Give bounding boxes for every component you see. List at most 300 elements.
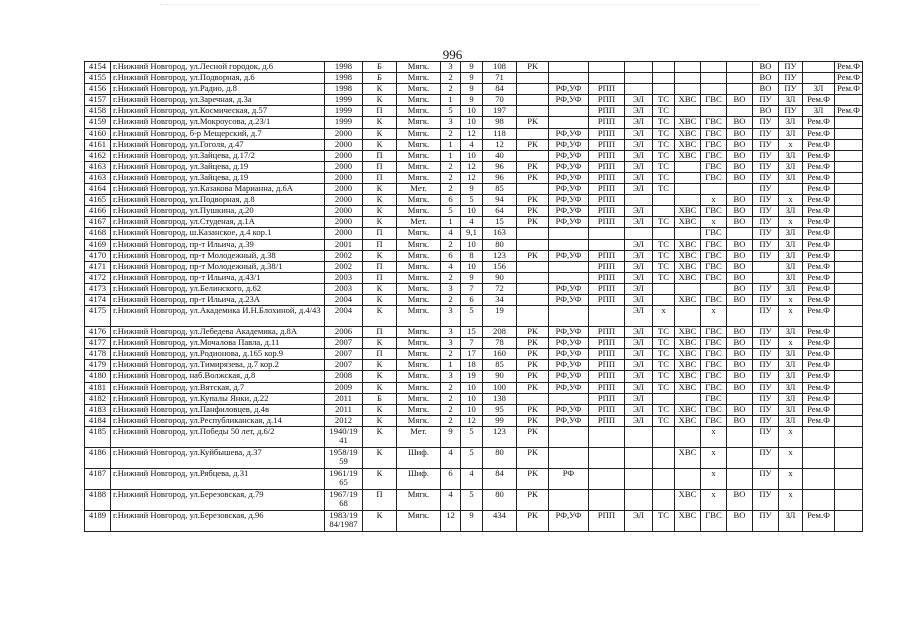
table-cell: ГВС	[701, 349, 727, 360]
table-cell: 2	[441, 84, 461, 95]
table-row	[85, 150, 863, 161]
table-row	[85, 73, 863, 84]
table-cell	[753, 272, 779, 283]
table-cell: Мягк.	[397, 415, 441, 426]
table-cell: 4	[461, 217, 483, 228]
table-cell: 10	[461, 239, 483, 250]
table-cell: ВО	[727, 382, 753, 393]
table-cell: РФ,УФ	[549, 510, 589, 531]
table-cell: К	[363, 510, 397, 531]
table-cell: х	[701, 217, 727, 228]
table-cell	[835, 360, 863, 371]
table-cell: РФ,УФ	[549, 371, 589, 382]
row-number-cell: 4180	[85, 371, 111, 382]
table-cell: 2007	[325, 349, 363, 360]
table-cell	[835, 195, 863, 206]
table-cell: ГВС	[701, 382, 727, 393]
table-cell: 94	[483, 195, 517, 206]
address-cell: г.Нижний Новгород, пр-т Ильича, д.23А	[111, 294, 325, 305]
table-cell	[835, 404, 863, 415]
table-row	[85, 62, 863, 73]
table-cell: 5	[461, 426, 483, 447]
table-cell: ВО	[727, 239, 753, 250]
table-cell: Мягк.	[397, 239, 441, 250]
address-cell: г.Нижний Новгород, ул.Рябцева, д.31	[111, 468, 325, 489]
table-cell	[675, 62, 701, 73]
table-cell: К	[363, 250, 397, 261]
table-cell: 72	[483, 283, 517, 294]
row-number-cell: 4159	[85, 117, 111, 128]
table-cell: ТС	[653, 349, 675, 360]
table-cell: ПУ	[753, 371, 779, 382]
table-cell: Рем.Ф	[803, 338, 835, 349]
table-cell	[549, 117, 589, 128]
table-cell: Рем.Ф	[803, 327, 835, 338]
table-cell	[835, 327, 863, 338]
table-cell: К	[363, 404, 397, 415]
table-cell	[625, 228, 653, 239]
table-cell: РК	[517, 382, 549, 393]
table-cell: РК	[517, 139, 549, 150]
table-cell: 9	[461, 510, 483, 531]
table-cell: ЗЛ	[779, 95, 803, 106]
address-cell: г.Нижний Новгород, ул.Пушкина, д.20	[111, 206, 325, 217]
table-cell: Рем.Ф	[803, 360, 835, 371]
table-cell: 3	[441, 117, 461, 128]
table-cell	[625, 73, 653, 84]
table-cell: ПУ	[753, 360, 779, 371]
table-cell: РПП	[589, 349, 625, 360]
table-cell	[589, 239, 625, 250]
table-cell	[835, 426, 863, 447]
table-cell: ГВС	[701, 128, 727, 139]
table-cell: ЭЛ	[625, 294, 653, 305]
table-cell: Рем.Ф	[803, 294, 835, 305]
table-cell: Мягк.	[397, 338, 441, 349]
table-cell: ПУ	[753, 447, 779, 468]
table-cell: ВО	[727, 261, 753, 272]
table-cell: 2	[441, 294, 461, 305]
table-cell	[727, 447, 753, 468]
table-cell: ВО	[727, 95, 753, 106]
table-cell: К	[363, 139, 397, 150]
table-cell: К	[363, 371, 397, 382]
table-row	[85, 84, 863, 95]
table-cell: Мет.	[397, 184, 441, 195]
table-cell: ГВС	[701, 272, 727, 283]
table-cell: Мягк.	[397, 206, 441, 217]
table-cell: 163	[483, 228, 517, 239]
table-cell: 19	[483, 306, 517, 327]
table-cell: Рем.Ф	[803, 161, 835, 172]
table-cell: ВО	[727, 338, 753, 349]
table-cell: РПП	[589, 139, 625, 150]
table-cell	[653, 73, 675, 84]
table-cell: ЭЛ	[625, 382, 653, 393]
table-cell: 64	[483, 206, 517, 217]
table-cell: 123	[483, 250, 517, 261]
table-cell: ВО	[727, 139, 753, 150]
table-cell: Рем.Ф	[835, 62, 863, 73]
table-row	[85, 489, 863, 510]
row-number-cell: 4175	[85, 306, 111, 327]
table-cell: РПП	[589, 250, 625, 261]
table-cell	[625, 195, 653, 206]
table-cell: ЭЛ	[625, 371, 653, 382]
table-row	[85, 261, 863, 272]
table-cell	[835, 283, 863, 294]
table-cell	[653, 84, 675, 95]
table-cell: ПУ	[753, 306, 779, 327]
table-cell: 1961/19 65	[325, 468, 363, 489]
table-cell	[835, 239, 863, 250]
table-cell: РК	[517, 447, 549, 468]
table-cell: ХВС	[675, 128, 701, 139]
table-cell: РК	[517, 338, 549, 349]
table-cell: П	[363, 239, 397, 250]
row-number-cell: 4185	[85, 426, 111, 447]
table-cell: 95	[483, 404, 517, 415]
table-cell: ХВС	[675, 294, 701, 305]
table-cell: 78	[483, 338, 517, 349]
table-cell	[517, 393, 549, 404]
table-cell: ЭЛ	[625, 338, 653, 349]
table-cell: 1983/19 84/1987	[325, 510, 363, 531]
table-cell: 1	[441, 217, 461, 228]
table-cell	[727, 184, 753, 195]
row-number-cell: 4154	[85, 62, 111, 73]
table-cell: 208	[483, 327, 517, 338]
table-cell: 3	[441, 338, 461, 349]
table-cell	[727, 393, 753, 404]
table-cell: ПУ	[753, 150, 779, 161]
table-cell: ТС	[653, 272, 675, 283]
table-cell: ГВС	[701, 250, 727, 261]
table-cell: 10	[461, 150, 483, 161]
address-cell: г.Нижний Новгород, ул.Победы 50 лет, д.6/2	[111, 426, 325, 447]
table-cell: 2009	[325, 382, 363, 393]
table-cell: 5	[461, 195, 483, 206]
table-cell	[727, 468, 753, 489]
table-cell: 100	[483, 382, 517, 393]
table-cell: ГВС	[701, 294, 727, 305]
table-cell: ЗЛ	[779, 172, 803, 183]
table-cell: РФ,УФ	[549, 161, 589, 172]
address-cell: г.Нижний Новгород, ул.Мокроусова, д.23/1	[111, 117, 325, 128]
table-cell: К	[363, 338, 397, 349]
table-cell: П	[363, 349, 397, 360]
table-cell	[589, 447, 625, 468]
table-cell: 2000	[325, 172, 363, 183]
table-cell: РФ,УФ	[549, 360, 589, 371]
table-cell: РФ,УФ	[549, 172, 589, 183]
table-row	[85, 404, 863, 415]
table-cell: Мягк.	[397, 228, 441, 239]
table-cell: 4	[441, 489, 461, 510]
table-cell: Рем.Ф	[803, 371, 835, 382]
table-cell: РК	[517, 327, 549, 338]
table-row	[85, 447, 863, 468]
table-cell	[517, 73, 549, 84]
table-cell	[835, 228, 863, 239]
table-cell: 3	[441, 371, 461, 382]
table-cell: ТС	[653, 250, 675, 261]
table-cell: ТС	[653, 128, 675, 139]
table-row	[85, 206, 863, 217]
table-cell	[517, 261, 549, 272]
table-cell	[835, 393, 863, 404]
table-cell: 4	[441, 228, 461, 239]
table-cell: РПП	[589, 128, 625, 139]
table-cell: Мягк.	[397, 283, 441, 294]
address-cell: г.Нижний Новгород, ул.Тимирязева, д.7 кор.2	[111, 360, 325, 371]
table-cell: 80	[483, 447, 517, 468]
table-cell: ЭЛ	[625, 261, 653, 272]
table-cell: 434	[483, 510, 517, 531]
table-cell	[625, 62, 653, 73]
address-cell: г.Нижний Новгород, ул.Зайцева, д.19	[111, 172, 325, 183]
address-cell: г.Нижний Новгород, ул.Березовская, д.96	[111, 510, 325, 531]
table-cell: РК	[517, 371, 549, 382]
table-cell: 2	[441, 239, 461, 250]
table-row	[85, 195, 863, 206]
table-cell: Рем.Ф	[803, 510, 835, 531]
table-cell: ВО	[727, 489, 753, 510]
table-cell	[625, 489, 653, 510]
table-cell: Рем.Ф	[803, 382, 835, 393]
table-cell: ХВС	[675, 261, 701, 272]
table-cell: К	[363, 294, 397, 305]
address-cell: г.Нижний Новгород, ул.Лесной городок, д.6	[111, 62, 325, 73]
table-cell: 1998	[325, 73, 363, 84]
table-cell: ВО	[727, 283, 753, 294]
table-cell: ПУ	[753, 172, 779, 183]
table-row	[85, 510, 863, 531]
table-cell: РПП	[589, 217, 625, 228]
table-cell: Рем.Ф	[803, 184, 835, 195]
row-number-cell: 4186	[85, 447, 111, 468]
table-cell: Рем.Ф	[803, 172, 835, 183]
table-cell: ПУ	[753, 415, 779, 426]
table-cell: 6	[461, 294, 483, 305]
row-number-cell: 4165	[85, 195, 111, 206]
table-cell: ЭЛ	[625, 306, 653, 327]
housing-register-table	[84, 61, 863, 532]
table-cell: Рем.Ф	[803, 217, 835, 228]
table-cell: х	[779, 426, 803, 447]
table-cell: ХВС	[675, 371, 701, 382]
table-cell: ЭЛ	[625, 349, 653, 360]
table-cell: ХВС	[675, 489, 701, 510]
table-cell: РФ,УФ	[549, 128, 589, 139]
table-row	[85, 272, 863, 283]
table-cell: РФ,УФ	[549, 217, 589, 228]
table-cell	[835, 95, 863, 106]
table-row	[85, 426, 863, 447]
table-cell: 18	[461, 360, 483, 371]
row-number-cell: 4174	[85, 294, 111, 305]
table-cell: ЗЛ	[803, 84, 835, 95]
table-cell: 2004	[325, 306, 363, 327]
row-number-cell: 4176	[85, 327, 111, 338]
table-cell: 6	[441, 195, 461, 206]
address-cell: г.Нижний Новгород, ул.Зайцева, д.17/2	[111, 150, 325, 161]
table-cell: ЗЛ	[779, 382, 803, 393]
address-cell: г.Нижний Новгород, пр-т Молодежный, д.38/1	[111, 261, 325, 272]
table-cell: 1	[441, 139, 461, 150]
table-cell: ЗЛ	[779, 206, 803, 217]
table-cell: РПП	[589, 172, 625, 183]
table-cell: ГВС	[701, 371, 727, 382]
table-cell: 108	[483, 62, 517, 73]
table-cell: ЗЛ	[779, 371, 803, 382]
table-cell	[835, 261, 863, 272]
table-cell: ТС	[653, 117, 675, 128]
row-number-cell: 4178	[85, 349, 111, 360]
table-cell: 2	[441, 184, 461, 195]
table-cell: К	[363, 195, 397, 206]
table-cell: П	[363, 150, 397, 161]
table-cell: 2000	[325, 206, 363, 217]
table-cell: РК	[517, 489, 549, 510]
table-cell	[835, 382, 863, 393]
table-cell	[517, 95, 549, 106]
table-cell: РК	[517, 195, 549, 206]
table-cell	[835, 447, 863, 468]
table-cell: ПУ	[779, 84, 803, 95]
table-row	[85, 117, 863, 128]
row-number-cell: 4160	[85, 128, 111, 139]
table-cell: ЗЛ	[779, 360, 803, 371]
table-cell: ХВС	[675, 150, 701, 161]
table-cell: ПУ	[753, 228, 779, 239]
table-cell: ВО	[727, 360, 753, 371]
table-cell	[835, 415, 863, 426]
table-cell: х	[779, 195, 803, 206]
table-cell: ЗЛ	[779, 239, 803, 250]
table-cell: К	[363, 84, 397, 95]
table-cell	[727, 73, 753, 84]
table-cell: РПП	[589, 510, 625, 531]
table-cell: ЭЛ	[625, 239, 653, 250]
table-cell	[653, 489, 675, 510]
table-cell: К	[363, 382, 397, 393]
table-cell: ЭЛ	[625, 360, 653, 371]
table-cell: ЭЛ	[625, 327, 653, 338]
table-cell	[549, 272, 589, 283]
table-cell: 1	[441, 95, 461, 106]
table-cell: ВО	[727, 415, 753, 426]
address-cell: г.Нижний Новгород, ул.Зайцева, д.19	[111, 161, 325, 172]
table-cell: 99	[483, 415, 517, 426]
table-cell: ПУ	[753, 139, 779, 150]
table-cell: РПП	[589, 393, 625, 404]
table-cell: Рем.Ф	[803, 283, 835, 294]
table-cell	[549, 426, 589, 447]
table-cell: ВО	[727, 371, 753, 382]
scan-artifact	[160, 4, 760, 11]
table-cell: Рем.Ф	[835, 106, 863, 117]
table-cell: ПУ	[753, 382, 779, 393]
table-cell: х	[779, 489, 803, 510]
table-cell	[517, 228, 549, 239]
table-cell: ВО	[727, 349, 753, 360]
table-cell	[653, 426, 675, 447]
table-cell: ПУ	[779, 73, 803, 84]
table-cell: х	[701, 426, 727, 447]
table-cell: П	[363, 327, 397, 338]
table-cell: П	[363, 106, 397, 117]
address-cell: г.Нижний Новгород, б-р Мещерский, д.7	[111, 128, 325, 139]
row-number-cell: 4166	[85, 206, 111, 217]
table-cell: 2	[441, 128, 461, 139]
table-cell: РФ,УФ	[549, 327, 589, 338]
table-cell: П	[363, 161, 397, 172]
table-cell: ВО	[727, 404, 753, 415]
table-cell: ГВС	[701, 150, 727, 161]
table-cell: 80	[483, 239, 517, 250]
table-cell: ТС	[653, 150, 675, 161]
table-cell: 12	[461, 161, 483, 172]
table-cell: Мягк.	[397, 161, 441, 172]
table-cell: Мягк.	[397, 261, 441, 272]
table-cell	[625, 84, 653, 95]
table-cell: 3	[441, 327, 461, 338]
table-cell: 70	[483, 95, 517, 106]
table-cell: 2002	[325, 261, 363, 272]
table-row	[85, 128, 863, 139]
table-cell	[701, 283, 727, 294]
table-cell: 90	[483, 272, 517, 283]
table-cell: ВО	[727, 161, 753, 172]
address-cell: г.Нижний Новгород, ш.Казанское, д.4 кор.1	[111, 228, 325, 239]
table-cell: ГВС	[701, 172, 727, 183]
table-cell: 2	[441, 161, 461, 172]
table-cell: РФ,УФ	[549, 139, 589, 150]
table-cell: ЗЛ	[803, 106, 835, 117]
table-cell	[727, 106, 753, 117]
table-cell: ЗЛ	[779, 272, 803, 283]
table-cell	[653, 206, 675, 217]
table-cell	[589, 73, 625, 84]
table-cell: Рем.Ф	[803, 250, 835, 261]
table-cell	[835, 150, 863, 161]
table-cell: ГВС	[701, 393, 727, 404]
table-cell: 12	[461, 415, 483, 426]
address-cell: г.Нижний Новгород, ул.Лебедева Академика, д.8А	[111, 327, 325, 338]
table-cell: 1940/19 41	[325, 426, 363, 447]
table-cell: К	[363, 360, 397, 371]
table-cell: ПУ	[753, 510, 779, 531]
table-cell	[589, 62, 625, 73]
table-cell: РПП	[589, 206, 625, 217]
table-cell: ТС	[653, 261, 675, 272]
table-cell	[675, 306, 701, 327]
table-cell: ХВС	[675, 239, 701, 250]
table-row	[85, 360, 863, 371]
table-cell: Мягк.	[397, 73, 441, 84]
table-row	[85, 294, 863, 305]
table-cell: 10	[461, 404, 483, 415]
table-cell: 1999	[325, 106, 363, 117]
table-cell	[727, 62, 753, 73]
table-cell: 85	[483, 184, 517, 195]
table-cell	[835, 117, 863, 128]
address-cell: г.Нижний Новгород, ул.Панфиловцев, д.4в	[111, 404, 325, 415]
table-cell: 5	[441, 206, 461, 217]
table-cell: х	[779, 294, 803, 305]
table-cell: ЭЛ	[625, 510, 653, 531]
